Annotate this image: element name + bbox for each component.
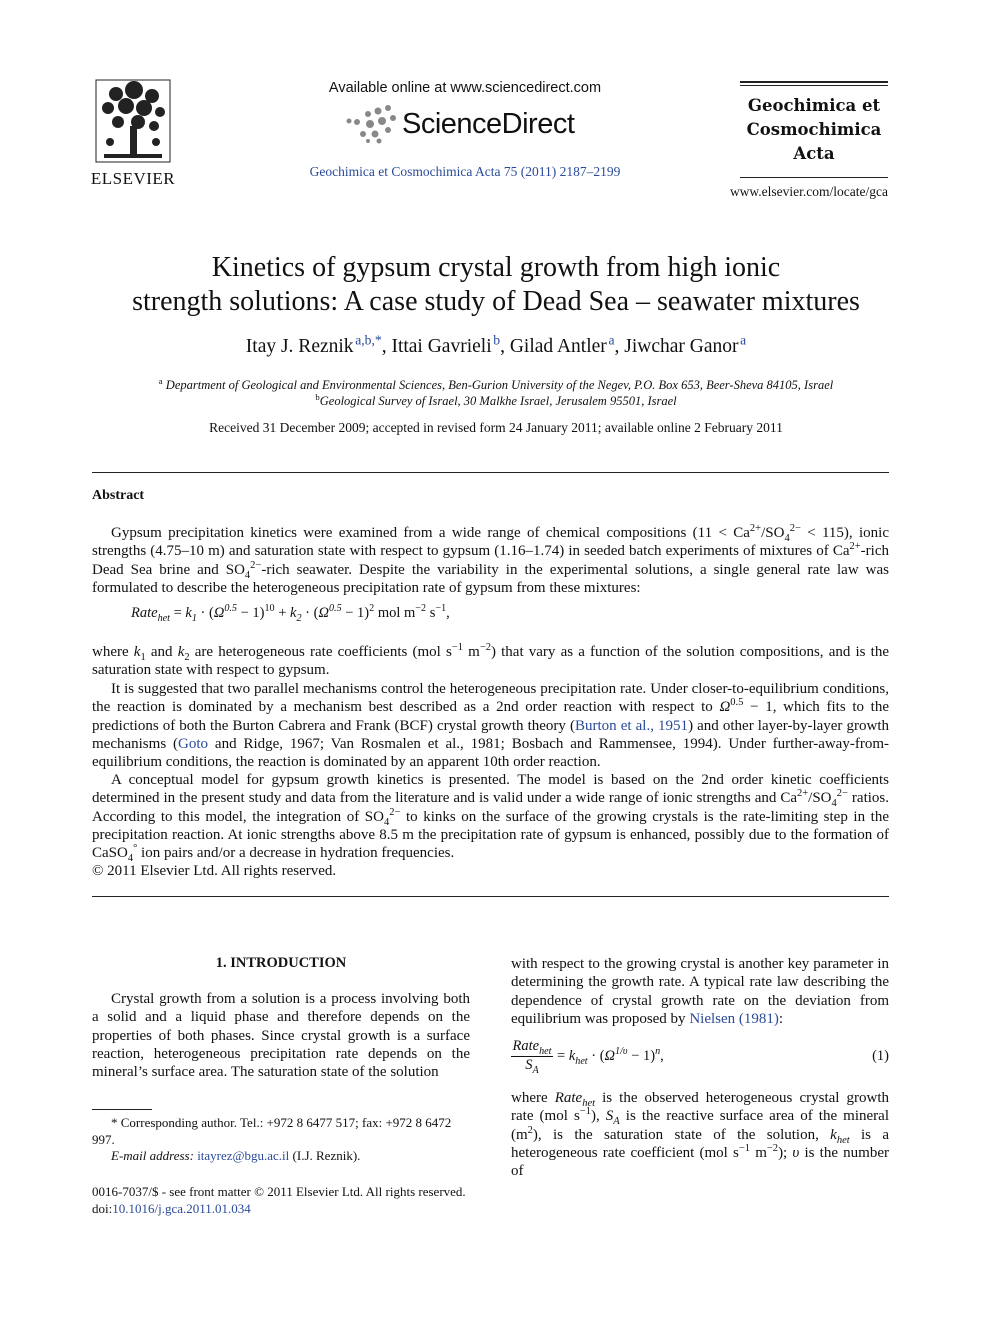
author-list: Itay J. Reznik $^{a,b,*}$, Ittai Gavrieli $^b$, Gilad Antler $^a$, Jiwchar Ganor $^a$ [245,332,747,357]
publisher-name: ELSEVIER [90,169,176,188]
journal-title-line3: Acta [793,144,835,163]
available-online-text: Available online at www.sciencedirect.com [328,80,602,96]
issn-line: 0016-7037/$ - see front matter © 2011 Elsevier Ltd. All rights reserved. [92,1184,466,1199]
abstract-para-3: It is suggested that two parallel mechanisms control the heterogeneous precipitation rate. Under closer-to-equilibrium conditions, the reaction is dominated by a mechanism best described as a 2nd order reaction with respect to $\Omega^{0.5} - 1$, which fits to the predictions of both the Burton Cabrera and Frank (BCF) crystal growth theory (Burton et al., 1951) and other layer-by-layer growth mechanisms (Goto and Ridge, 1967; Van Rosmalen et al., 1981; Bosbach and Rammensee, 1994). Under further-away-from-equilibrium conditions, the reaction is dominated by an apparent 10th order reaction. [92,681,889,771]
affiliation-text: Geological Survey of Israel, 30 Malkhe Israel, Jerusalem 95501, Israel [319,394,677,408]
abstract-para-2: where $k_1$ and $k_2$ are heterogeneous rate coefficients (mol $s^{-1}$ $m^{-2}$) that vary as a function of the solution compositions, and is the saturation state with respect to gypsum. [92,642,889,679]
author-marks[interactable]: a [608,332,615,348]
journal-title [740,94,888,166]
affiliation-mark: b [315,391,320,402]
affiliation-b [60,393,932,409]
citation-link[interactable]: Goto [178,735,209,752]
abstract-copyright: © 2011 Elsevier Ltd. All rights reserved. [92,863,337,879]
section-heading-introduction: 1. INTRODUCTION [215,955,347,971]
sciencedirect-logo [346,104,586,146]
footnote-email [111,1147,471,1164]
elsevier-logo [78,76,188,188]
author-name: Itay J. Reznik [245,336,354,357]
affiliation-a [60,377,932,393]
equation-1: Rate$_{het}$ $S_A$ = $k_{het} \cdot (\Omega^{1/\upsilon} - 1)^n$, (1) [512,1038,889,1076]
article-dates: Received 31 December 2009; accepted in revised form 24 January 2011; available online 2 February 2011 [209,420,783,435]
affiliation-text: Department of Geological and Environmental Sciences, Ben-Gurion University of the Negev, P.O. Box 653, Beer-Sheva 84105, Israel [165,378,834,392]
journal-title-rule-top [740,81,888,83]
author-name: Gilad Antler [509,336,607,357]
journal-title-rule-top2 [740,85,888,86]
citation-link[interactable]: Burton et al., 1951 [575,717,689,734]
author-name: Jiwchar Ganor [624,336,739,357]
affiliations [60,377,932,409]
abstract-para-4: A conceptual model for gypsum growth kinetics is presented. The model is based on the 2nd order kinetic coefficients determined in the present study and data from the literature and is valid under a wide range of ionic strengths and $Ca^{2+}/SO_4^{2-}$ ratios. According to this model, the integration of $SO_4^{2-}$ to kinks on the surface of the growing crystals is the rate-limiting step in the precipitation reaction. At ionic strengths above 8.5 m the precipitation rate of gypsum is enhanced, possibly due to the formation of CaSO$_4$° ion pairs and/or a decrease in hydration frequencies. [92,772,889,865]
intro-para-1: Crystal growth from a solution is a process involving both a solid and a liquid phase and therefore depends on the properties of both phases. Since crystal growth is a surface reaction, heterogeneous precipitation rate depends on the mineral’s surface area. The saturation state of the solution [92,991,470,1081]
doi-line [92,1200,522,1217]
doi-label: doi: [92,1201,113,1216]
abstract-rule-top [92,472,889,473]
elsevier-tree-icon [78,76,188,164]
author-name: Ittai Gavrieli [391,336,492,357]
author-marks[interactable]: a [740,332,747,348]
abstract-heading: Abstract [92,488,145,503]
footnote-rule [92,1109,152,1110]
article-title [60,251,932,319]
author-marks[interactable]: b [493,332,501,348]
journal-citation-link[interactable]: Geochimica et Cosmochimica Acta 75 (2011) 2187–2199 [309,164,621,179]
email-link[interactable]: itayrez@bgu.ac.il [197,1148,290,1163]
sciencedirect-brand: ScienceDirect [402,108,575,140]
author-marks[interactable]: a,b,* [355,332,382,348]
email-label: E-mail address: [111,1148,194,1163]
doi-link[interactable]: 10.1016/j.gca.2011.01.034 [112,1201,251,1216]
article-title-line2: strength solutions: A case study of Dead Sea – seawater mixtures [132,286,860,317]
journal-title-line1: Geochimica et [747,96,881,115]
footnote-corresponding: * Corresponding author. Tel.: +972 8 6477 517; fax: +972 8 6472 997. [92,1115,452,1147]
article-title-line1: Kinetics of gypsum crystal growth from high ionic [211,252,781,283]
journal-title-rule-bottom [740,177,888,178]
intro-para-3: where Rate$_{het}$ is the observed heterogeneous crystal growth rate (mol $s^{-1}$), $S_A$ is the reactive surface area of the mineral $(m^2)$, is the saturation state of the solution, $k_{het}$ is a heterogeneous rate coefficient (mol $s^{-1}$ $m^{-2}$); υ is the number of [511,1090,889,1180]
equation-number: (1) [872,1048,889,1064]
journal-url-link[interactable]: www.elsevier.com/locate/gca [729,184,888,199]
abstract-rule-bottom [92,896,889,897]
citation-link[interactable]: Nielsen (1981) [689,1010,779,1027]
abstract-rate-equation: Rate$_{het}$ = $k_1 \cdot (\Omega^{0.5} - 1)^{10} + k_2 \cdot (\Omega^{0.5} - 1)^2$ mol $m^{-2}$ $s^{-1}$, [131,603,450,624]
intro-para-2: with respect to the growing crystal is another key parameter in determining the growth rate. A typical rate law describing the dependence of crystal growth rate on the deviation from equilibrium was proposed by Nielsen (1981): [511,956,889,1027]
affiliation-mark: a [158,375,163,386]
email-suffix: (I.J. Reznik). [292,1148,361,1163]
journal-title-line2: Cosmochimica [746,120,882,139]
sciencedirect-dots-icon [346,104,400,144]
abstract-para-1: Gypsum precipitation kinetics were examined from a wide range of chemical compositions $(11 < Ca^{2+}/SO_4^{2-} < 115)$, ionic strengths (4.75–10 m) and saturation state with respect to gypsum (1.16–1.74) in seeded batch experiments of mixtures of $Ca^{2+}$-rich Dead Sea brine and $SO_4^{2-}$-rich seawater. Despite the variability in the experimental solutions, a single general rate law was formulated to describe the heterogeneous precipitation rate of gypsum from these mixtures: [92,523,890,596]
